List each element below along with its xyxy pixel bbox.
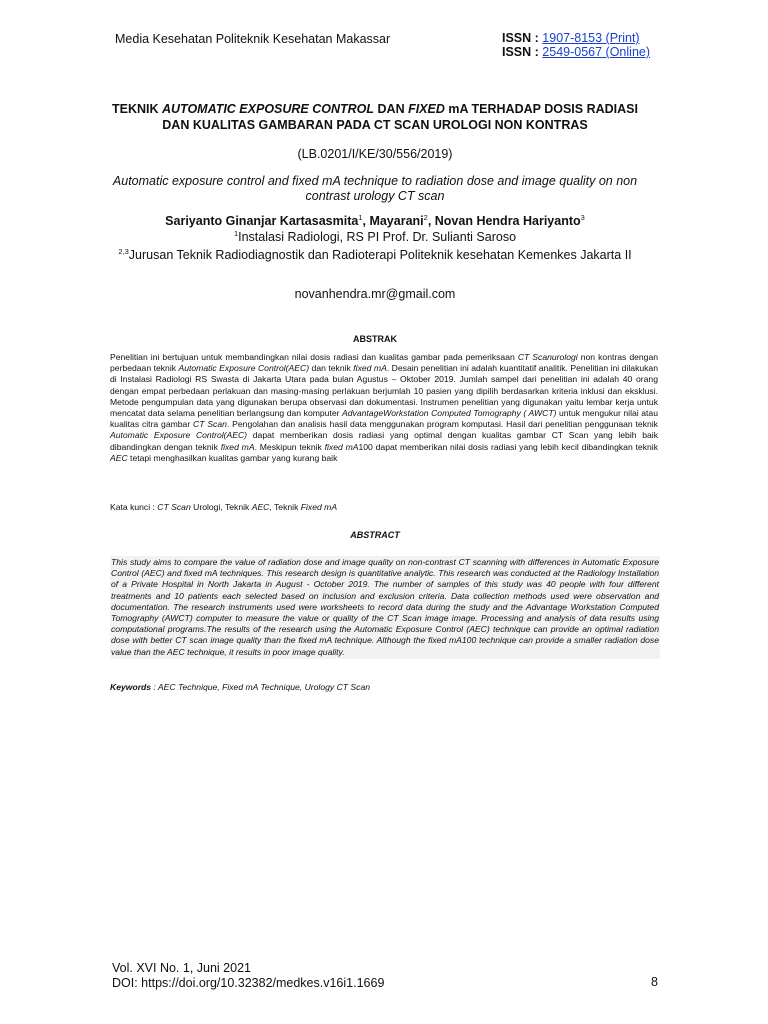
abstrak-heading: ABSTRAK <box>353 334 397 344</box>
abstract-heading: ABSTRACT <box>350 530 400 540</box>
abstract-text: This study aims to compare the value of radiation dose and image quality on non-contrast CT scanning with differences in Automatic Exposure Control (AEC) and fixed mA techniques. This research design is quantitative analytic. This research was conducted at the Radiology Installation of a Private Hospital in North Jakarta in August - October 2019. The number of samples of this study was 40 people with four different treatments and 10 patients each selected based on inclusion and exclusion criteria. Data collection methods used were observation and documentation. The research instruments used were worksheets to record data during the study and the Advantage Workstation Computed Tomography (AWCT) computer to measure the value or quality of the CT Scan image image. Processing and analysis of data results using computational programs.The results of the research using the Automatic Exposure Control (AEC) technique can provide an optimal radiation dose with better CT scan image quality than the fixed mA technique. Although the fixed mA100 technique can provide a smaller radiation dose value than the AEC technique, it results in poor image quality. <box>110 556 660 659</box>
corresponding-email: novanhendra.mr@gmail.com <box>294 287 456 301</box>
kata-kunci: Kata kunci : CT Scan Urologi, Teknik AEC, Teknik Fixed mA <box>110 502 338 512</box>
footer-citation <box>112 961 384 991</box>
footer-doi: DOI: https://doi.org/10.32382/medkes.v16i1.1669 <box>112 976 385 990</box>
keywords: Keywords : AEC Technique, Fixed mA Technique, Urology CT Scan <box>110 682 371 692</box>
footer-volume: Vol. XVI No. 1, Juni 2021 <box>112 961 251 975</box>
english-title: Automatic exposure control and fixed mA technique to radiation dose and image quality on non contrast urology CT scan <box>112 174 638 203</box>
issn-print-link[interactable]: 1907-8153 (Print) <box>542 31 640 45</box>
paper-title: TEKNIK AUTOMATIC EXPOSURE CONTROL DAN FIXED mA TERHADAP DOSIS RADIASI DAN KUALITAS GAMBARAN PADA CT SCAN UROLOGI NON KONTRAS <box>112 102 638 132</box>
issn-block <box>502 31 650 59</box>
abstrak-text: Penelitian ini bertujuan untuk membandingkan nilai dosis radiasi dan kualitas gambar pada pemeriksaan CT Scanurologi non kontras dengan perbedaan teknik Automatic Exposure Control(AEC) dan teknik fixed mA. Desain penelitian ini adalah kuantitatif analitik. Penelitian ini dilakukan di Instalasi Radiologi RS Swasta di Jakarta Utara pada bulan Agustus – Oktober 2019. Jumlah sampel dari penelitian ini adalah 40 orang dengan empat perbedaan perlakuan dan masing-masing perlakuan berjumlah 10 pasien yang dipilih berdasarkan kriteria inklusi dan eksklusi. Metode pengumpulan data yang digunakan berupa observasi dan dokumentasi. Instrumen penelitian yang digunakan yaitu lembar kerja untuk mencatat data selama penelitian berlangsung dan komputer AdvantageWorkstation Computed Tomography ( AWCT) untuk mengukur nilai atau kualitas citra gambar CT Scan. Pengolahan dan analisis hasil data menggunakan program komputasi. Hasil dari penelitian penggunaan teknik Automatic Exposure Control(AEC) dapat memberikan dosis radiasi yang optimal dengan kualitas gambar CT Scan yang lebih baik dibandingkan dengan teknik fixed mA. Meskipun teknik fixed mA100 dapat memberikan nilai dosis radiasi yang lebih kecil dibandingkan teknik AEC tetapi menghasilkan kualitas gambar yang kurang baik <box>110 352 659 463</box>
author-list: Sariyanto Ginanjar Kartasasmita$^1$, Mayarani$^2$, Novan Hendra Hariyanto$^3$ <box>165 213 585 229</box>
registration-number: (LB.0201/I/KE/30/556/2019) <box>297 147 453 161</box>
page-number: 8 <box>651 975 658 989</box>
issn-label: ISSN : <box>502 31 539 45</box>
affiliation-1: $^1$Instalasi Radiologi, RS PI Prof. Dr. Sulianti Saroso <box>233 229 517 245</box>
affiliation-2: $^{2,3}$Jurusan Teknik Radiodiagnostik dan Radioterapi Politeknik kesehatan Kemenkes Jakarta II <box>118 247 632 263</box>
issn-label-online: ISSN : <box>502 45 539 59</box>
journal-name: Media Kesehatan Politeknik Kesehatan Makassar <box>115 32 391 46</box>
issn-online-link[interactable]: 2549-0567 (Online) <box>542 45 651 59</box>
